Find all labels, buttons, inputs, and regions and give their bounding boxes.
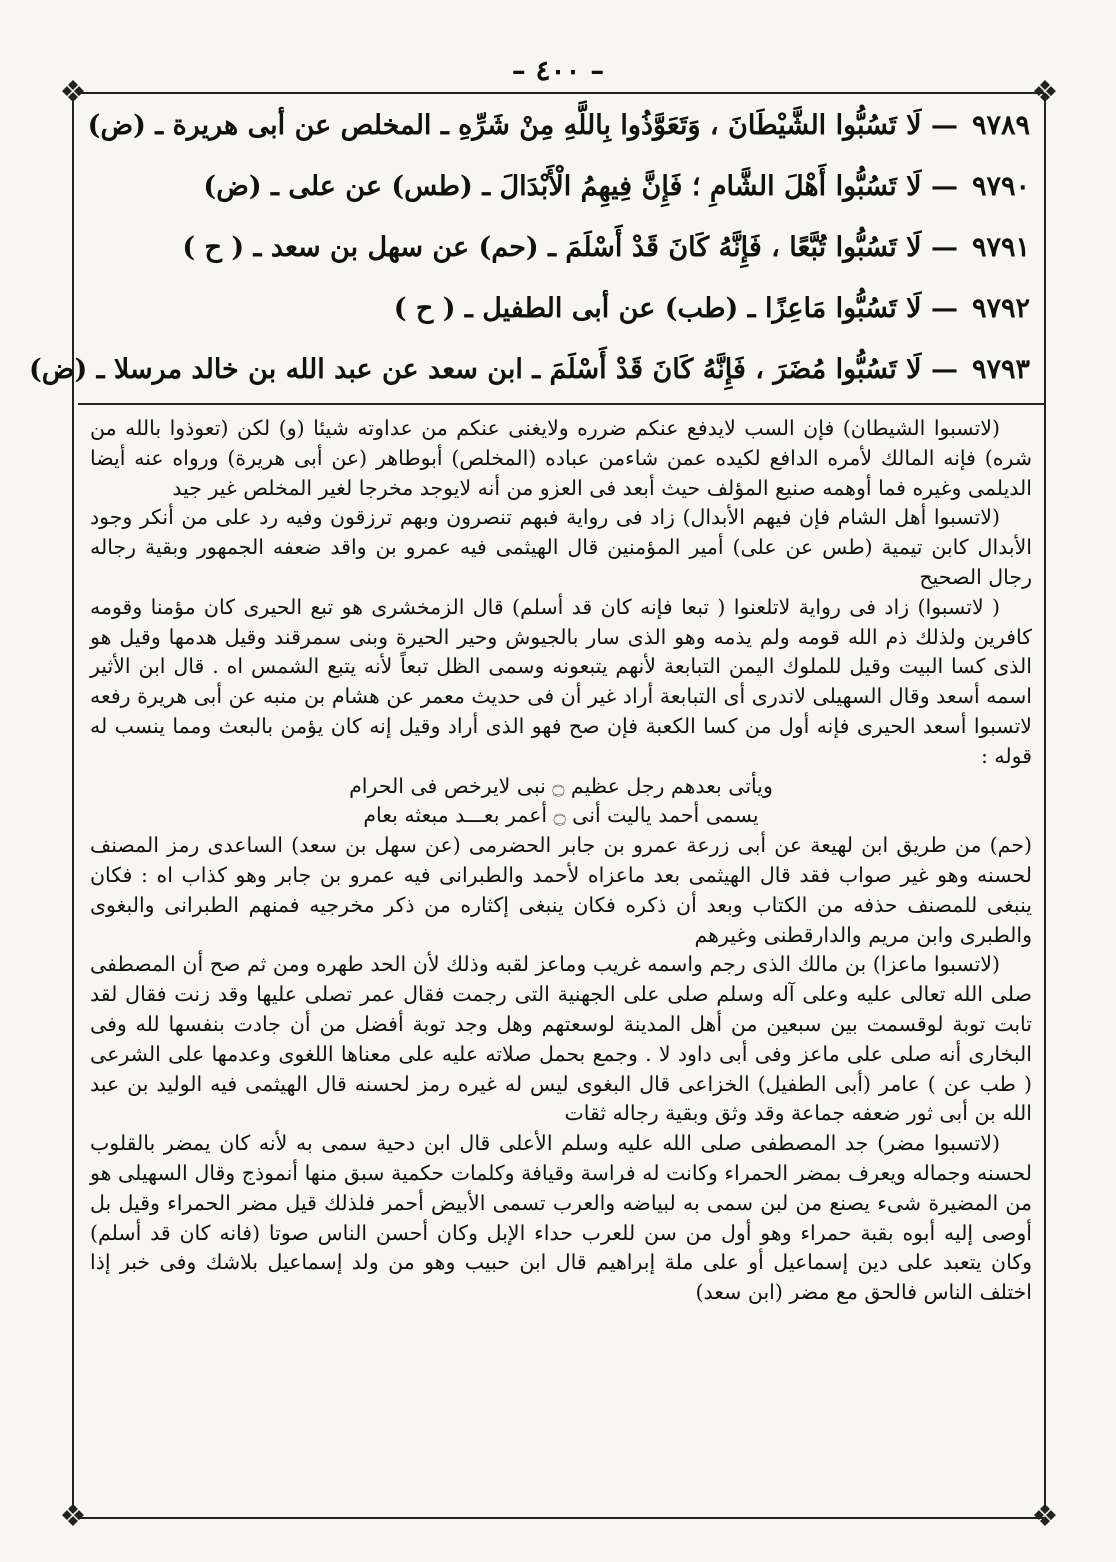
commentary-section: [90, 414, 1032, 1308]
frame-bottom-line: [78, 1517, 1044, 1519]
hadith-text: — لَا تَسُبُّوا الشَّيْطَانَ ، وَتَعَوَّذُوا بِاللَّهِ مِنْ شَرِّهِ ـ المخلص عن أبى هريرة ـ (ض): [87, 110, 958, 141]
section-divider: [78, 403, 1044, 405]
commentary-paragraph: ( لاتسبوا) زاد فى رواية لاتلعنوا ( تبعا فإنه كان قد أسلم) قال الزمخشرى هو تبع الحيرى كان مؤمنا وقومه كافرين ولذلك ذم الله قومه ولم يذمه وهو الذى سار بالجيوش وحير الحيرة وبنى سمرقند وقيل هدمها وقيل هو الذى كسا البيت وقيل للملوك اليمن التبابعة لأنهم يتبعونه وسمى الظل تبعاً لأنه يتبع الشمس اه . قال ابن الأثير اسمه أسعد وقال السهيلى لاندرى أى التبابعة أراد غير أن فى حديث معمر عن هشام بن منبه عن أبى هريرة رفعه لاتسبوا أسعد الحيرى فإنه أول من كسا الكعبة فإن صح فهو الذى أراد وقيل إنه كان يؤمن بالبعث ومما ينسب له قوله :: [90, 594, 1032, 768]
hadith-number: ٩٧٩٣: [971, 354, 1030, 385]
hadith-number: ٩٧٩٠: [971, 171, 1030, 202]
hadith-text: — لَا تَسُبُّوا تُبَّعًا ، فَإِنَّهُ كَانَ قَدْ أَسْلَمَ ـ (حم) عن سهل بن سعد ـ ( ح ): [182, 232, 958, 263]
hadith-number: ٩٧٩٢: [971, 293, 1030, 324]
corner-ornament-icon: ❖: [59, 1499, 87, 1534]
commentary-paragraph: (لاتسبوا الشيطان) فإن السب لايدفع عنكم ضرره ولايغنى عنكم من عداوته شيئا (و) لكن (تعوذوا بالله من شره) فإنه المالك لأمره الدافع لكيده عمن شاءمن عباده (المخلص) أبوطاهر (عن أبى هريرة) ورواه عنه أيضا الديلمى وغيره فما أوهمه صنيع المؤلف حيث أبعد فى العزو من أنه لايوجد مخرجا لغير المخلص غير جيد: [90, 416, 1032, 500]
hadith-entry: [182, 232, 1030, 293]
hadith-entry: [29, 354, 1030, 415]
corner-ornament-icon: ❖: [59, 75, 87, 110]
hadith-text: — لَا تَسُبُّوا مَاعِزًا ـ (طب) عن أبى الطفيل ـ ( ح ): [393, 293, 958, 324]
frame-right-line: [1044, 100, 1046, 1510]
poem-verse: يسمى أحمد ياليت أنى ۝ أعمر بعـــد مبعثه بعام: [363, 803, 759, 828]
commentary-paragraph: (لاتسبوا أهل الشام فإن فيهم الأبدال) زاد فى رواية فبهم تنصرون وبهم ترزقون وفيه رد على من أنكر وجود الأبدال كابن تيمية (طس عن على) أمير المؤمنين قال الهيثمى فيه عمرو بن واقد ضعفه الجمهور وبقية رجاله رجال الصحيح: [90, 505, 1032, 589]
commentary-paragraph: (حم) من طريق ابن لهيعة عن أبى زرعة عمرو بن جابر الحضرمى (عن سهل بن سعد) الساعدى رمز المصنف لحسنه وهو غير صواب فقد قال الهيثمى بعد ماعزاه لأحمد والطبرانى فيه عمرو بن جابر وهو كذاب اه : فكان ينبغى للمصنف حذفه من الكتاب وبعد أن ذكره فكان ينبغى إكثاره من ذكر مخرجيه فمنهم الطبرانى والبغوى والطبرى وابن مريم والدارقطنى وغيرهم: [90, 833, 1032, 947]
hadith-entry: [200, 171, 1030, 232]
commentary-paragraph: (لاتسبوا ماعزا) بن مالك الذى رجم واسمه غريب وماعز لقبه وذلك لأن الحد طهره ومن ثم صح أن المصطفى صلى الله تعالى عليه وعلى آله وسلم صلى على الجهنية التى رجمت فقال عمر تصلى عليها وقد زنت فقال لقد تابت توبة لوقسمت بين سبعين من أهل المدينة لوسعتهم وهل وجد توبة أفضل من أن جادت بنفسها لله وفى البخارى أنه صلى على ماعز وفى أبى داود لا . وجمع بحمل صلاته عليه على معناها اللغوى وعدمها على الشرعى ( طب عن ) عامر (أبى الطفيل) الخزاعى قال البغوى ليس له غيره رمز لحسنه قال الهيثمى فيه الوليد بن عبد الله بن أبى ثور ضعفه جماعة وقد وثق وبقية رجاله ثقات: [90, 952, 1032, 1126]
corner-ornament-icon: ❖: [1031, 1499, 1059, 1534]
hadith-number: ٩٧٨٩: [971, 110, 1030, 141]
hadith-text: — لَا تَسُبُّوا مُضَرَ ، فَإِنَّهُ كَانَ قَدْ أَسْلَمَ ـ ابن سعد عن عبد الله بن خالد مرسلا ـ (ض): [29, 354, 958, 385]
corner-ornament-icon: ❖: [1031, 75, 1059, 110]
hadith-entry: [87, 110, 1030, 171]
hadith-entry: [200, 293, 1030, 354]
frame-top-line: [78, 92, 1044, 94]
commentary-paragraph: (لاتسبوا مضر) جد المصطفى صلى الله عليه وسلم الأعلى قال ابن دحية سمى به لأنه كان يمضر بالقلوب لحسنه وجماله ويعرف بمضر الحمراء وكانت له فراسة وقيافة وكلمات حكمية سبق منها أنموذج وقال السهيلى هو من المضيرة شىء يصنع من لبن سمى به لبياضه والعرب تسمى الأبيض أحمر فلذلك قيل مضر الحمراء وقيل بل أوصى إليه أبوه بقبة حمراء وهو أول من سن للعرب حداء الإبل وكان أحسن الناس صوتا (فانه كان قد أسلم) وكان يتعبد على دين إسماعيل أو على ملة إبراهيم قال ابن حبيب وهو من ولد إسماعيل بلاشك وفى خبر إذا اختلف الناس فالحق مع مضر (ابن سعد): [90, 1131, 1032, 1305]
frame-left-line: [72, 100, 74, 1510]
page-number: – ٤٠٠ –: [511, 54, 605, 87]
hadith-number: ٩٧٩١: [971, 232, 1030, 263]
hadith-text: — لَا تَسُبُّوا أَهْلَ الشَّامِ ؛ فَإِنَّ فِيهِمُ الْأَبْدَالَ ـ (طس) عن على ـ (ض): [203, 171, 958, 202]
poem-verse: ويأتى بعدهم رجل عظيم ۝ نبى لايرخص فى الحرام: [349, 773, 773, 798]
hadith-list: [29, 110, 1030, 415]
